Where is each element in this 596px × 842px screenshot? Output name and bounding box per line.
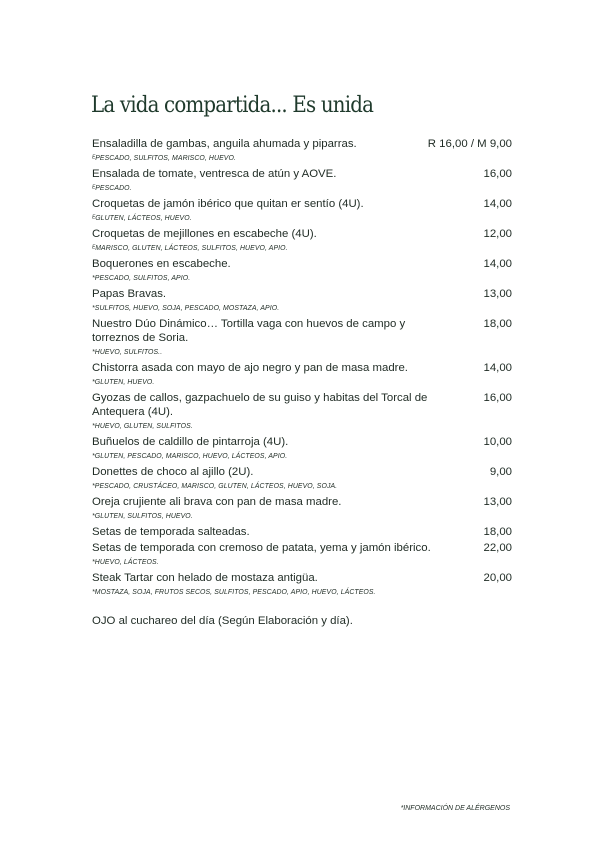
dish-price: 9,00 [489,466,512,478]
allergen-list: ᴱGLUTEN, LÁCTEOS, HUEVO. [92,215,192,222]
allergen-list: *MOSTAZA, SOJA, FRUTOS SECOS, SULFITOS, PESCADO, APIO, HUEVO, LÁCTEOS. [92,589,376,596]
dish-price: 16,00 [483,168,512,180]
dish-price: 14,00 [483,258,512,270]
allergen-list: *GLUTEN, SULFITOS, HUEVO. [92,513,193,520]
dish-name: Steak Tartar con helado de mostaza antigüa. [92,572,318,584]
dish-name: Buñuelos de caldillo de pintarroja (4U). [92,436,289,448]
menu-item [92,465,512,491]
dish-price: R 16,00 / M 9,00 [427,138,512,150]
dish-price: 14,00 [483,362,512,374]
menu-item [92,257,512,283]
dish-name: Donettes de choco al ajillo (2U). [92,466,254,478]
allergen-list: ᴱPESCADO. [92,185,132,192]
dish-price: 18,00 [483,318,512,330]
dish-price: 13,00 [483,496,512,508]
menu-item [92,571,512,597]
dish-name: Croquetas de jamón ibérico que quitan er sentío (4U). [92,198,364,210]
page-title: La vida compartida... Es unida [91,93,374,118]
dish-name: Gyozas de callos, gazpachuelo de su guiso y habitas del Torcal de Antequera (4U). [92,392,428,418]
allergen-list: ᴱMARISCO, GLUTEN, LÁCTEOS, SULFITOS, HUEVO, APIO. [92,245,288,252]
dish-name: Croquetas de mejillones en escabeche (4U). [92,228,317,240]
dish-name: Chistorra asada con mayo de ajo negro y pan de masa madre. [92,362,408,374]
menu-item [92,391,512,431]
dish-price: 18,00 [483,526,512,538]
menu-item [92,227,512,253]
dish-name: Setas de temporada salteadas. [92,526,250,538]
menu-item [92,435,512,461]
menu-item [92,361,512,387]
allergen-list: *HUEVO, SULFITOS.. [92,349,163,356]
dish-name: Papas Bravas. [92,288,167,300]
menu-item [92,525,512,541]
dish-name: Boquerones en escabeche. [92,258,231,270]
allergen-list: *GLUTEN, PESCADO, MARISCO, HUEVO, LÁCTEOS, APIO. [92,453,288,460]
dish-price: 20,00 [483,572,512,584]
menu-item [92,495,512,521]
menu-item [92,317,512,357]
menu-item [92,137,512,163]
allergen-list: *PESCADO, SULFITOS, APIO. [92,275,191,282]
dish-name: Setas de temporada con cremoso de patata, yema y jamón ibérico. [92,542,431,554]
daily-special-note: OJO al cuchareo del día (Según Elaboración y día). [92,615,353,627]
dish-name: Ensaladilla de gambas, anguila ahumada y piparras. [92,138,357,150]
dish-name: Nuestro Dúo Dinámico… Tortilla vaga con huevos de campo y torreznos de Soria. [92,318,406,344]
menu-item [92,167,512,193]
allergen-list: *HUEVO, LÁCTEOS. [92,559,159,566]
dish-price: 22,00 [483,542,512,554]
menu-item [92,287,512,313]
menu-item [92,197,512,223]
menu-item [92,541,512,567]
allergen-list: ᴱPESCADO, SULFITOS, MARISCO, HUEVO. [92,155,236,162]
menu-list [92,137,512,601]
allergen-list: *PESCADO, CRUSTÁCEO, MARISCO, GLUTEN, LÁCTEOS, HUEVO, SOJA. [92,483,338,490]
dish-price: 14,00 [483,198,512,210]
allergen-list: *SULFITOS, HUEVO, SOJA, PESCADO, MOSTAZA, APIO. [92,305,280,312]
dish-price: 10,00 [483,436,512,448]
dish-price: 12,00 [483,228,512,240]
dish-price: 16,00 [483,392,512,404]
allergen-list: *HUEVO, GLUTEN, SULFITOS. [92,423,193,430]
dish-name: Oreja crujiente ali brava con pan de masa madre. [92,496,342,508]
allergen-list: *GLUTEN, HUEVO. [92,379,155,386]
dish-price: 13,00 [483,288,512,300]
allergen-info-note: *INFORMACIÓN DE ALÉRGENOS [400,805,510,812]
dish-name: Ensalada de tomate, ventresca de atún y AOVE. [92,168,337,180]
